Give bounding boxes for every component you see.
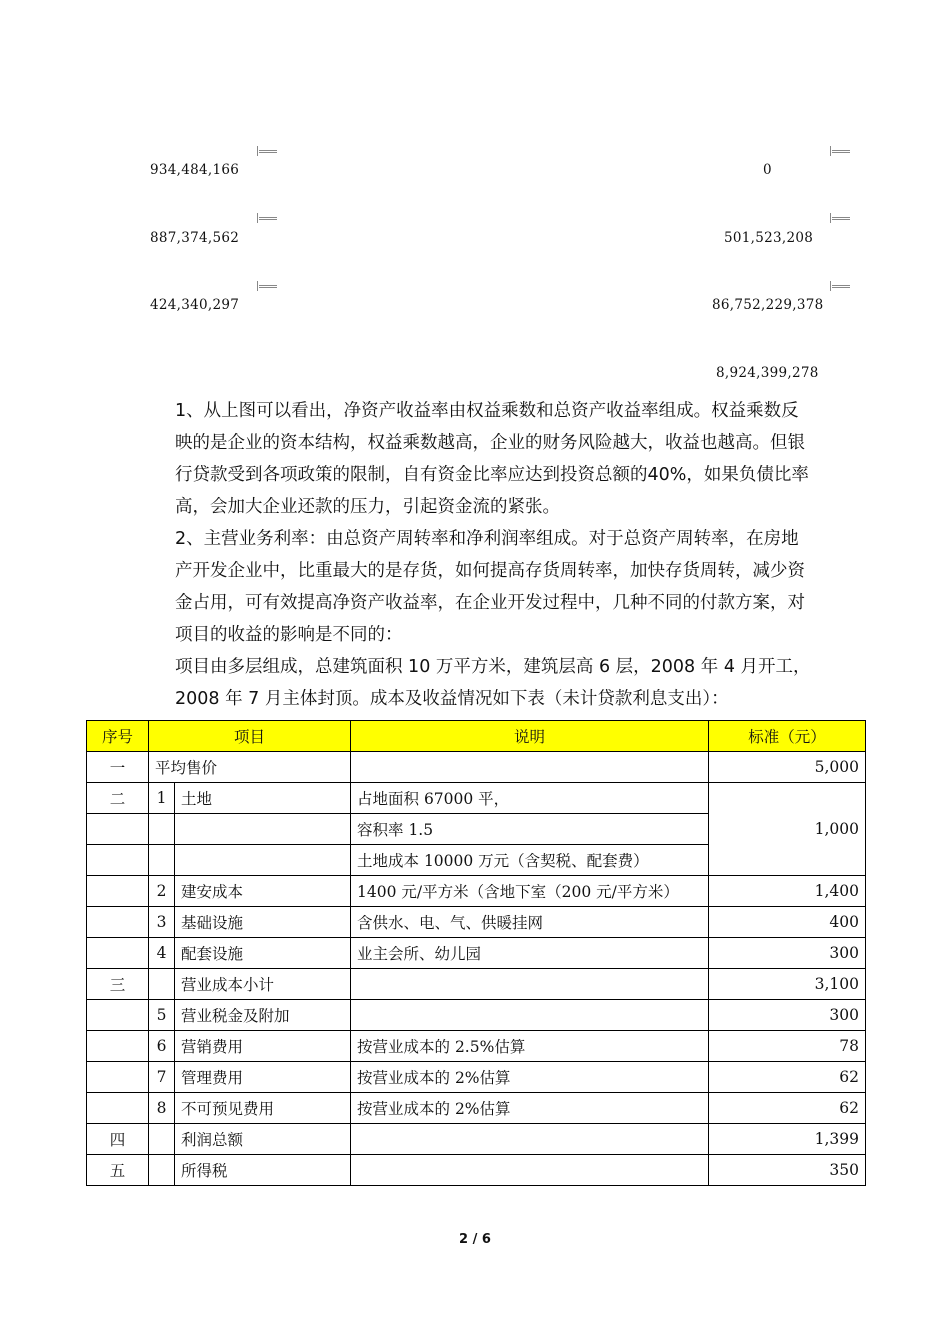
anchor-arrow-icon [830, 146, 850, 156]
cell-item: 不可预见费用 [175, 1093, 351, 1124]
cell-standard: 1,000 [709, 783, 866, 876]
cell-seq [87, 1062, 149, 1093]
cell-sub [149, 814, 175, 845]
cell-sub: 4 [149, 938, 175, 969]
anchor-arrow-icon [257, 146, 277, 156]
anchor-arrow-icon [830, 213, 850, 223]
cell-sub [149, 1155, 175, 1186]
anchor-arrow-icon [257, 281, 277, 291]
cell-item: 配套设施 [175, 938, 351, 969]
cell-standard: 62 [709, 1093, 866, 1124]
cell-seq [87, 845, 149, 876]
cell-seq [87, 814, 149, 845]
cell-item: 营业税金及附加 [175, 1000, 351, 1031]
cell-sub: 7 [149, 1062, 175, 1093]
table-row [87, 876, 866, 907]
cell-standard: 78 [709, 1031, 866, 1062]
header-item: 项目 [149, 721, 351, 752]
cell-item [175, 845, 351, 876]
cell-desc: 土地成本 10000 万元（含契税、配套费） [351, 845, 709, 876]
cell-seq [87, 1000, 149, 1031]
table-row [87, 1031, 866, 1062]
cell-desc [351, 1124, 709, 1155]
cell-standard: 5,000 [709, 752, 866, 783]
cell-item: 基础设施 [175, 907, 351, 938]
cell-item: 营销费用 [175, 1031, 351, 1062]
cell-item [175, 814, 351, 845]
cell-desc [351, 969, 709, 1000]
paragraph-turnover: 2、主营业务利率：由总资产周转率和净利润率组成。对于总资产周转率，在房地产开发企业中，比重最大的是存货，如何提高存货周转率，加快存货周转，减少资金占用，可有效提高净资产收益率，在企业开发过程中，几种不同的付款方案，对项目的收益的影响是不同的： [175, 529, 805, 645]
cell-seq: 三 [87, 969, 149, 1000]
cell-seq: 五 [87, 1155, 149, 1186]
table-row [87, 783, 866, 814]
anchor-arrow-icon [257, 213, 277, 223]
cell-seq [87, 1031, 149, 1062]
cell-standard: 300 [709, 938, 866, 969]
paragraph-roe: 1、从上图可以看出，净资产收益率由权益乘数和总资产收益率组成。权益乘数反映的是企业的资本结构，权益乘数越高，企业的财务风险越大，收益也越高。但银行贷款受到各项政策的限制，自有资金比率应达到投资总额的40%，如果负债比率高，会加大企业还款的压力，引起资金流的紧张。 [175, 401, 809, 517]
anchor-arrow-icon [830, 281, 850, 291]
cell-desc: 按营业成本的 2.5%估算 [351, 1031, 709, 1062]
figure-number-left-3: 424,340,297 [150, 297, 240, 313]
cell-sub: 5 [149, 1000, 175, 1031]
cell-sub: 1 [149, 783, 175, 814]
cell-desc: 业主会所、幼儿园 [351, 938, 709, 969]
cell-desc: 按营业成本的 2%估算 [351, 1093, 709, 1124]
cell-standard: 300 [709, 1000, 866, 1031]
cell-desc [351, 752, 709, 783]
cell-standard: 350 [709, 1155, 866, 1186]
cell-standard: 62 [709, 1062, 866, 1093]
cost-table [86, 720, 866, 1186]
table-row [87, 938, 866, 969]
cell-item: 平均售价 [149, 752, 351, 783]
figure-number-right-4: 8,924,399,278 [716, 365, 819, 381]
cell-desc: 按营业成本的 2%估算 [351, 1062, 709, 1093]
cell-desc [351, 1155, 709, 1186]
cell-standard: 3,100 [709, 969, 866, 1000]
cell-sub: 8 [149, 1093, 175, 1124]
cell-seq: 二 [87, 783, 149, 814]
cell-sub [149, 1124, 175, 1155]
page-number: 2 / 6 [459, 1232, 491, 1247]
cell-sub: 2 [149, 876, 175, 907]
cell-seq: 四 [87, 1124, 149, 1155]
cell-desc: 占地面积 67000 平， [351, 783, 709, 814]
cell-seq [87, 907, 149, 938]
table-row [87, 907, 866, 938]
table-row [87, 1124, 866, 1155]
table-row [87, 1062, 866, 1093]
cell-standard: 1,400 [709, 876, 866, 907]
figure-number-left-1: 934,484,166 [150, 162, 240, 178]
cell-desc: 1400 元/平方米（含地下室（200 元/平方米） [351, 876, 709, 907]
cell-seq [87, 1093, 149, 1124]
cell-item: 利润总额 [175, 1124, 351, 1155]
cell-item: 土地 [175, 783, 351, 814]
cell-seq [87, 938, 149, 969]
figure-number-right-1: 0 [763, 162, 772, 178]
figure-number-right-2: 501,523,208 [724, 230, 814, 246]
cell-sub [149, 845, 175, 876]
cell-sub: 6 [149, 1031, 175, 1062]
table-row [87, 1000, 866, 1031]
body-text [175, 395, 815, 715]
cell-standard: 1,399 [709, 1124, 866, 1155]
cell-desc [351, 1000, 709, 1031]
table-header-row [87, 721, 866, 752]
table-row [87, 752, 866, 783]
cell-seq: 一 [87, 752, 149, 783]
cell-item: 营业成本小计 [175, 969, 351, 1000]
cell-item: 管理费用 [175, 1062, 351, 1093]
header-desc: 说明 [351, 721, 709, 752]
header-seq: 序号 [87, 721, 149, 752]
paragraph-project: 项目由多层组成，总建筑面积 10 万平方米，建筑层高 6 层，2008 年 4 月开工，2008 年 7 月主体封顶。成本及收益情况如下表（未计贷款利息支出）： [175, 657, 811, 709]
table-row [87, 1093, 866, 1124]
cell-seq [87, 876, 149, 907]
figure-number-right-3: 86,752,229,378 [712, 297, 824, 313]
cell-standard: 400 [709, 907, 866, 938]
cell-desc: 容积率 1.5 [351, 814, 709, 845]
table-row [87, 1155, 866, 1186]
cell-sub: 3 [149, 907, 175, 938]
table-row [87, 969, 866, 1000]
figure-number-left-2: 887,374,562 [150, 230, 240, 246]
cell-desc: 含供水、电、气、供暖挂网 [351, 907, 709, 938]
header-standard: 标准（元） [709, 721, 866, 752]
cell-item: 所得税 [175, 1155, 351, 1186]
cell-sub [149, 969, 175, 1000]
cell-item: 建安成本 [175, 876, 351, 907]
